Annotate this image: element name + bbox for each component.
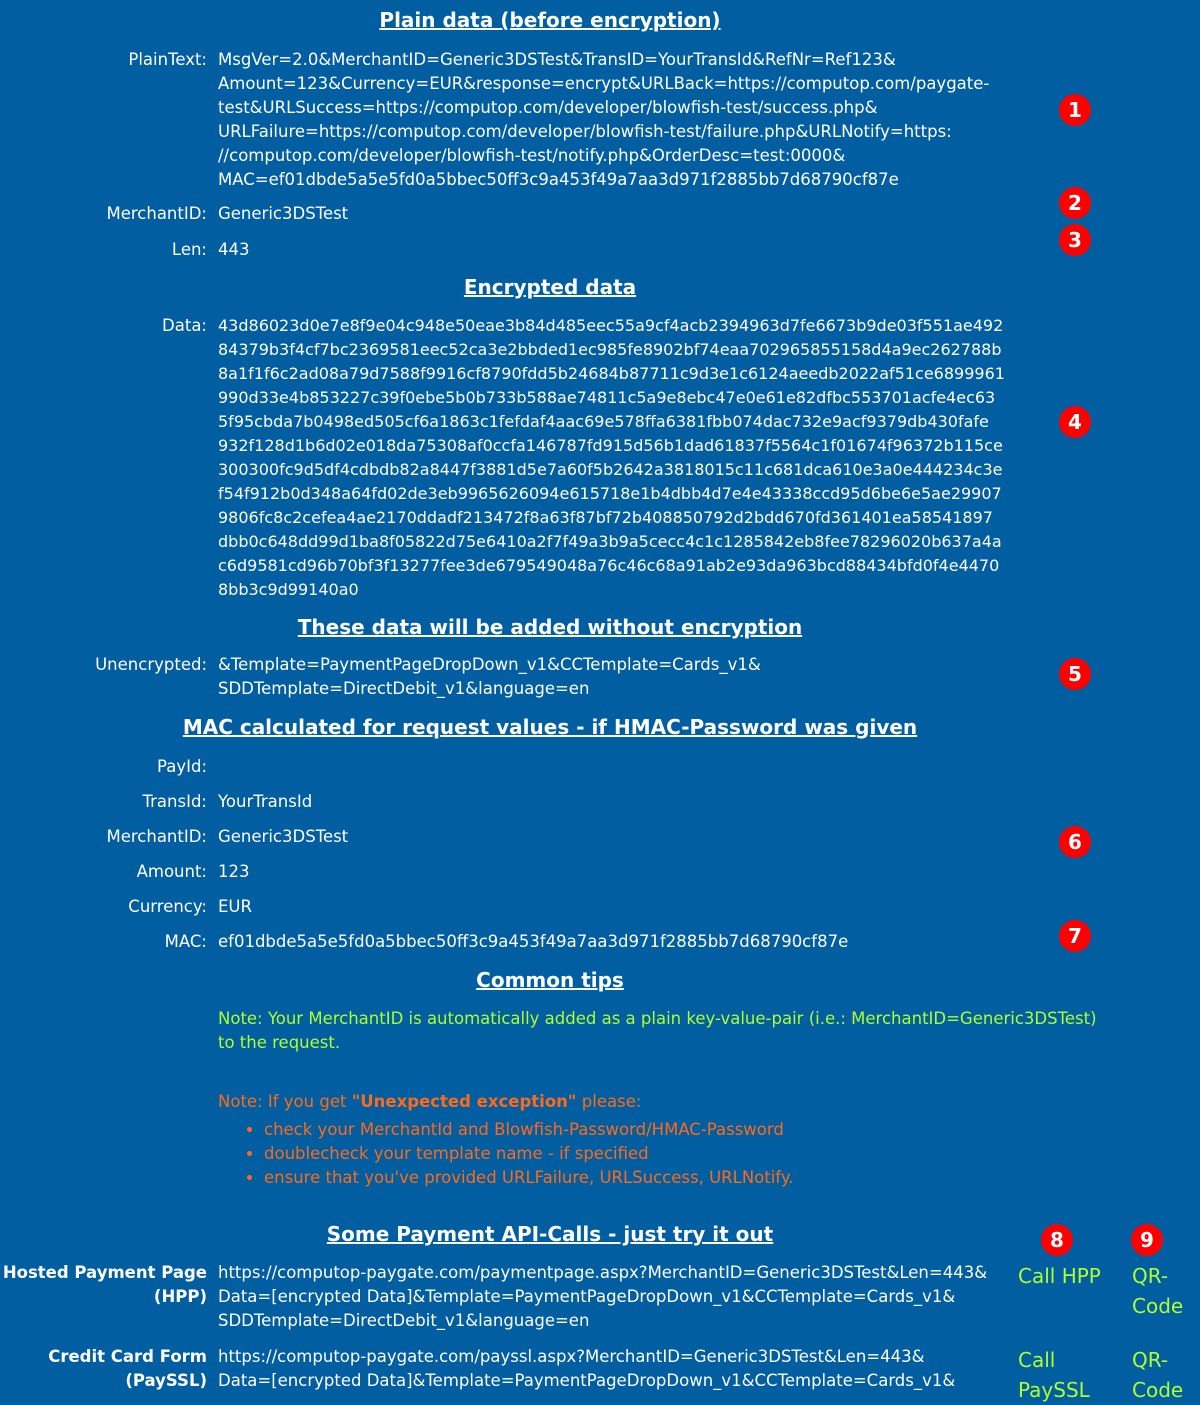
- plaintext-label: PlainText:: [128, 50, 207, 69]
- badge-5: 5: [1059, 658, 1091, 690]
- len-value: 443: [218, 240, 250, 259]
- tip-item: • doublecheck your template name - if specified: [264, 1142, 793, 1166]
- payssl-url: https://computop-paygate.com/payssl.aspx?MerchantID=Generic3DSTest&Len=443& Data=[encrypted Data]&Template=PaymentPageDropDown_v1&CCTemplate=Cards_v1&: [218, 1347, 956, 1390]
- unencrypted-label: Unencrypted:: [95, 655, 207, 674]
- payssl-label: Credit Card Form (PaySSL): [48, 1347, 207, 1390]
- mac-value: ef01dbde5a5e5fd0a5bbec50ff3c9a453f49a7aa3d971f2885bb7d68790cf87e: [218, 932, 849, 951]
- badge-4: 4: [1059, 406, 1091, 438]
- currency-value: EUR: [218, 897, 252, 916]
- mac-merchantid-value: Generic3DSTest: [218, 827, 349, 846]
- hpp-label: Hosted Payment Page (HPP): [2, 1263, 207, 1306]
- unencrypted-heading: These data will be added without encryption: [297, 615, 803, 639]
- tip-item: • ensure that you've provided URLFailure, URLSuccess, URLNotify.: [264, 1166, 793, 1190]
- exception-note: [218, 1066, 641, 1114]
- payid-label: PayId:: [157, 757, 207, 776]
- len-label: Len:: [171, 240, 207, 259]
- transid-value: YourTransId: [218, 792, 313, 811]
- plain-data-heading: Plain data (before encryption): [379, 8, 721, 32]
- exception-note-prefix: Note: If you get: [218, 1092, 352, 1111]
- encrypted-data-heading: Encrypted data: [463, 275, 637, 299]
- tips-list: [246, 1118, 793, 1190]
- exception-note-bold: "Unexpected exception": [351, 1092, 577, 1111]
- merchantid-value: Generic3DSTest: [218, 204, 349, 223]
- transid-label: TransId:: [142, 792, 207, 811]
- badge-7: 7: [1059, 920, 1091, 952]
- badge-3: 3: [1059, 224, 1091, 256]
- badge-8: 8: [1041, 1224, 1073, 1256]
- merchantid-label: MerchantID:: [106, 204, 207, 223]
- badge-6: 6: [1059, 826, 1091, 858]
- hpp-qr-code-link[interactable]: QR- Code: [1132, 1264, 1184, 1318]
- badge-2: 2: [1059, 187, 1091, 219]
- exception-note-suffix: please:: [576, 1092, 642, 1111]
- api-calls-heading: Some Payment API-Calls - just try it out: [326, 1222, 774, 1246]
- mac-heading: MAC calculated for request values - if HMAC-Password was given: [182, 715, 918, 739]
- tip-item: • check your MerchantId and Blowfish-Password/HMAC-Password: [264, 1118, 793, 1142]
- badge-1: 1: [1059, 94, 1091, 126]
- mac-label: MAC:: [164, 932, 207, 951]
- call-payssl-link[interactable]: Call PaySSL: [1018, 1348, 1090, 1402]
- amount-value: 123: [218, 862, 250, 881]
- merchantid-note: Note: Your MerchantID is automatically added as a plain key-value-pair (i.e.: MerchantID=Generic3DSTest) to the request.: [218, 1009, 1097, 1052]
- call-hpp-link[interactable]: Call HPP: [1018, 1264, 1101, 1288]
- encrypted-data-value: 43d86023d0e7e8f9e04c948e50eae3b84d485eec55a9cf4acb2394963d7fe6673b9de03f551ae492 84379b3f4cf7bc2369581eec52ca3e2bbded1ec985fe8902bf74eaa702965855158d4a9ec262788b 8a1f1f6c2ad08a79d7588f9916cf8790fdd5b24684b87711c9d3e1c6124aeedb2022af51ce6899961 990d33e4b853227c39f0ebe5b0b733b588ae74811c5a9e8ebc47e0e61e82dfbc553701acfe4ec63 5f95cbda7b0498ed505cf6a1863c1fefdaf4aac69e578ffa6381fbb074dac732e9acf9379db430fafe 932f128d1b6d02e018da75308af0ccfa146787fd915d56b1dad61837f5564c1f01674f96372b115ce 300300fc9d5df4cdbdb82a8447f3881d5e7a60f5b2642a3818015c11c681dca610e3a0e444234c3e f54f912b0d348a64fd02de3eb9965626094e615718e1b4dbb4d7e4e43338ccd95d6be6e5ae29907 9806fc8c2cefea4ae2170ddadf213472f8a63f87bf72b408850792d2bdd670fd361401ea58541897 dbb0c648dd99d1ba8f05822d75e6410a2f7f49a3b9a5cecc4c1c1285842eb8fee78296020b637a4a c6d9581cd96b70bf3f13277fee3de679549048a76c46c68a91ab2e93da963bcd88434bfd0f4e4470 8bb3c9d99140a0: [218, 316, 1005, 599]
- plaintext-value: MsgVer=2.0&MerchantID=Generic3DSTest&TransID=YourTransId&RefNr=Ref123& Amount=123&Currency=EUR&response=encrypt&URLBack=https://computop.com/paygate- test&URLSuccess=https://computop.com/developer/blowfish-test/success.php& URLFailure=https://computop.com/developer/blowfish-test/failure.php&URLNotify=https: //computop.com/developer/blowfish-test/notify.php&OrderDesc=test:0000& MAC=ef01dbde5a5e5fd0a5bbec50ff3c9a453f49a7aa3d971f2885bb7d68790cf87e: [218, 50, 990, 189]
- amount-label: Amount:: [136, 862, 207, 881]
- common-tips-heading: Common tips: [476, 968, 624, 992]
- data-label: Data:: [162, 316, 207, 335]
- badge-9: 9: [1131, 1224, 1163, 1256]
- currency-label: Currency:: [128, 897, 207, 916]
- payssl-qr-code-link[interactable]: QR- Code: [1132, 1348, 1184, 1402]
- hpp-url: https://computop-paygate.com/paymentpage.aspx?MerchantID=Generic3DSTest&Len=443& Data=[encrypted Data]&Template=PaymentPageDropDown_v1&CCTemplate=Cards_v1& SDDTemplate=DirectDebit_v1&language=en: [218, 1263, 988, 1330]
- mac-merchantid-label: MerchantID:: [106, 827, 207, 846]
- unencrypted-value: &Template=PaymentPageDropDown_v1&CCTemplate=Cards_v1& SDDTemplate=DirectDebit_v1&language=en: [218, 655, 761, 698]
